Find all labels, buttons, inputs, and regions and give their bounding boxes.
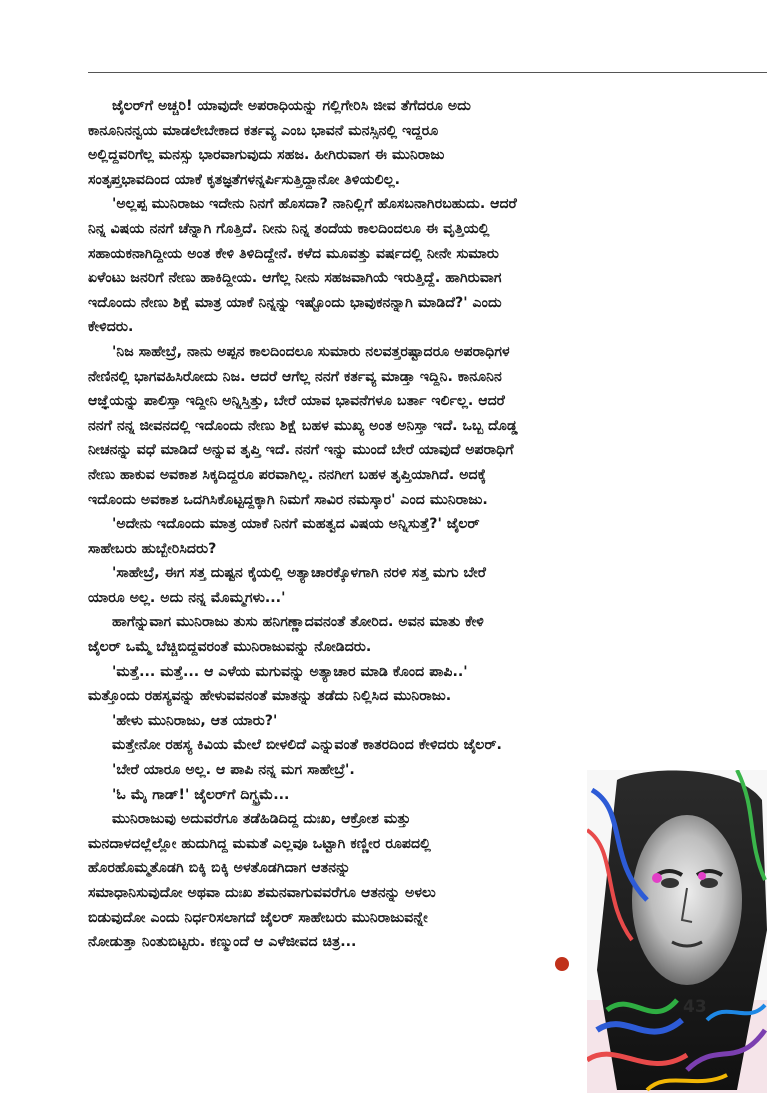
- text-line: ನೇಣಿನಲ್ಲಿ ಭಾಗವಹಿಸಿರೋದು ನಿಜ. ಆದರೆ ಆಗೆಲ್ಲ ನನಗೆ ಕರ್ತವ್ಯ ಮಾಡ್ತಾ ಇದ್ದಿನಿ. ಕಾನೂನಿನ: [88, 368, 502, 385]
- text-line: ನನಗೆ ನನ್ನ ಜೀವನದಲ್ಲಿ ಇದೊಂದು ನೇಣು ಶಿಕ್ಷೆ ಬಹಳ ಮುಖ್ಯ ಅಂತ ಅನಿಸ್ತಾ ಇದೆ. ಒಬ್ಬ ದೊಡ್ಡ: [88, 417, 518, 434]
- text-line: 'ಓ ಮೈ ಗಾಡ್!' ಜೈಲರ್‌ಗೆ ದಿಗ್ಭ್ರಮೆ...: [112, 786, 290, 803]
- text-line: ಮನದಾಳದಲ್ಲೆಲ್ಲೋ ಹುದುಗಿದ್ದ ಮಮತೆ ಎಲ್ಲವೂ ಒಟ್ಟಾಗಿ ಕಣ್ಣೀರ ರೂಪದಲ್ಲಿ: [88, 835, 431, 852]
- text-line: 'ನಿಜ ಸಾಹೇಬ್ರೆ, ನಾನು ಅಪ್ಪನ ಕಾಲದಿಂದಲೂ ಸುಮಾರು ನಲವತ್ತರಷ್ಟಾದರೂ ಅಪರಾಧಿಗಳ: [112, 343, 510, 360]
- text-line: ಮತ್ತೇನೋ ರಹಸ್ಯ ಕಿವಿಯ ಮೇಲೆ ಬೀಳಲಿದೆ ಎನ್ನುವಂತೆ ಕಾತರದಿಂದ ಕೇಳಿದರು ಜೈಲರ್.: [112, 737, 502, 754]
- face-portrait-illustration: [587, 770, 767, 1093]
- text-line: ಮತ್ತೊಂದು ರಹಸ್ಯವನ್ನು ಹೇಳುವವನಂತೆ ಮಾತನ್ನು ತಡೆದು ನಿಲ್ಲಿಸಿದ ಮುನಿರಾಜು.: [88, 688, 452, 705]
- text-line: ಹಾಗೆನ್ನುವಾಗ ಮುನಿರಾಜು ತುಸು ಹನಿಗಣ್ಣಾದವನಂತೆ ತೋರಿದ. ಅವನ ಮಾತು ಕೇಳಿ: [112, 614, 484, 631]
- text-line: ಯಾರೂ ಅಲ್ಲ. ಅದು ನನ್ನ ಮೊಮ್ಮಗಳು...': [88, 589, 286, 606]
- text-line: 'ಬೇರೆ ಯಾರೂ ಅಲ್ಲ. ಆ ಪಾಪಿ ನನ್ನ ಮಗ ಸಾಹೇಬ್ರೆ'.: [112, 762, 355, 779]
- text-line: ನಿನ್ನ ವಿಷಯ ನನಗೆ ಚೆನ್ನಾಗಿ ಗೊತ್ತಿದೆ. ನೀನು ನಿನ್ನ ತಂದೆಯ ಕಾಲದಿಂದಲೂ ಈ ವೃತ್ತಿಯಲ್ಲಿ: [88, 220, 490, 237]
- text-line: ಸಂತೃಪ್ತಭಾವದಿಂದ ಯಾಕೆ ಕೃತಜ್ಞತೆಗಳನ್ನರ್ಪಿಸುತ್ತಿದ್ದಾನೋ ತಿಳಿಯಲಿಲ್ಲ.: [88, 171, 400, 188]
- decorative-dot: [555, 957, 569, 971]
- header-rule: [88, 72, 767, 73]
- text-line: ನೇಣು ಹಾಕುವ ಅವಕಾಶ ಸಿಕ್ಕದಿದ್ದರೂ ಪರವಾಗಿಲ್ಲ. ನನಗೀಗ ಬಹಳ ತೃಪ್ತಿಯಾಗಿದೆ. ಅದಕ್ಕೆ: [88, 466, 487, 483]
- text-line: ಕಾನೂನಿನನ್ವಯ ಮಾಡಲೇಬೇಕಾದ ಕರ್ತವ್ಯ ಎಂಬ ಭಾವನೆ ಮನಸ್ಸಿನಲ್ಲಿ ಇದ್ದರೂ: [88, 122, 439, 139]
- text-line: ಮುನಿರಾಜುವು ಅದುವರೆಗೂ ತಡೆಹಿಡಿದಿದ್ದ ದುಃಖ, ಆಕ್ರೋಶ ಮತ್ತು: [112, 811, 411, 828]
- text-line: ನೀಚನನ್ನು ವಧೆ ಮಾಡಿದೆ ಅನ್ನುವ ತೃಪ್ತಿ ಇದೆ. ನನಗೆ ಇನ್ನು ಮುಂದೆ ಬೇರೆ ಯಾವುದೆ ಅಪರಾಧಿಗೆ: [88, 442, 514, 459]
- text-line: ಇದೊಂದು ಅವಕಾಶ ಒದಗಿಸಿಕೊಟ್ಟದ್ದಕ್ಕಾಗಿ ನಿಮಗೆ ಸಾವಿರ ನಮಸ್ಕಾರ' ಎಂದ ಮುನಿರಾಜು.: [88, 491, 488, 508]
- text-line: ಆಜ್ಞೆಯನ್ನು ಪಾಲಿಸ್ತಾ ಇದ್ದೀನಿ ಅನ್ನಿಸ್ತಿತ್ತು, ಬೇರೆ ಯಾವ ಭಾವನೆಗಳೂ ಬರ್ತಾ ಇರ್ಲಿಲ್ಲ. ಆದರೆ: [88, 393, 505, 410]
- text-line: ಸಾಹೇಬರು ಹುಬ್ಬೇರಿಸಿದರು?: [88, 540, 217, 557]
- text-line: 'ಹೇಳು ಮುನಿರಾಜು, ಆತ ಯಾರು?': [112, 712, 278, 729]
- text-line: ನೋಡುತ್ತಾ ನಿಂತುಬಿಟ್ಟರು. ಕಣ್ಮುಂದೆ ಆ ಎಳೆಜೀವದ ಚಿತ್ರ...: [88, 934, 357, 951]
- text-line: 'ಅಲ್ಲಪ್ಪ ಮುನಿರಾಜು ಇದೇನು ನಿನಗೆ ಹೊಸದಾ? ನಾನಿಲ್ಲಿಗೆ ಹೊಸಬನಾಗಿರಬಹುದು. ಆದರೆ: [112, 196, 517, 213]
- story-text: [88, 94, 648, 955]
- text-line: 'ಮತ್ತೆ... ಮತ್ತೆ... ಆ ಎಳೆಯ ಮಗುವನ್ನು ಅತ್ಯಾಚಾರ ಮಾಡಿ ಕೊಂದ ಪಾಪಿ..': [112, 663, 468, 680]
- text-line: 'ಸಾಹೇಬ್ರೆ, ಈಗ ಸತ್ತ ದುಷ್ಟನ ಕೈಯಲ್ಲಿ ಅತ್ಯಾಚಾರಕ್ಕೊಳಗಾಗಿ ನರಳಿ ಸತ್ತ ಮಗು ಬೇರೆ: [112, 565, 486, 582]
- page-number: 43: [683, 997, 707, 1017]
- text-line: ಇದೊಂದು ನೇಣು ಶಿಕ್ಷೆ ಮಾತ್ರ ಯಾಕೆ ನಿನ್ನನ್ನು ಇಷ್ಟೊಂದು ಭಾವುಕನನ್ನಾಗಿ ಮಾಡಿದೆ?' ಎಂದು: [88, 294, 502, 311]
- text-line: ಜೈಲರ್‌ಗೆ ಅಚ್ಚರಿ! ಯಾವುದೇ ಅಪರಾಧಿಯನ್ನು ಗಲ್ಲಿಗೇರಿಸಿ ಜೀವ ತೆಗೆದರೂ ಅದು: [112, 98, 471, 114]
- text-line: 'ಅದೇನು ಇದೊಂದು ಮಾತ್ರ ಯಾಕೆ ನಿನಗೆ ಮಹತ್ವದ ವಿಷಯ ಅನ್ನಿಸುತ್ತೆ?' ಜೈಲರ್: [112, 516, 480, 533]
- text-line: ಸಹಾಯಕನಾಗಿದ್ದೀಯ ಅಂತ ಕೇಳಿ ತಿಳಿದಿದ್ದೇನೆ. ಕಳೆದ ಮೂವತ್ತು ವರ್ಷದಲ್ಲಿ ನೀನೇ ಸುಮಾರು: [88, 245, 499, 262]
- text-line: ಜೈಲರ್ ಒಮ್ಮೆ ಬೆಚ್ಚಿಬಿದ್ದವರಂತೆ ಮುನಿರಾಜುವನ್ನು ನೋಡಿದರು.: [88, 639, 372, 656]
- text-line: ಬಿಡುವುದೋ ಎಂದು ನಿರ್ಧರಿಸಲಾಗದೆ ಜೈಲರ್ ಸಾಹೇಬರು ಮುನಿರಾಜುವನ್ನೇ: [88, 909, 428, 926]
- text-line: ಹೊರಹೊಮ್ಮತೊಡಗಿ ಬಿಕ್ಕಿ ಬಿಕ್ಕಿ ಅಳತೊಡಗಿದಾಗ ಆತನನ್ನು: [88, 860, 351, 877]
- text-line: ಏಳೆಂಟು ಜನರಿಗೆ ನೇಣು ಹಾಕಿದ್ದೀಯ. ಆಗೆಲ್ಲ ನೀನು ಸಹಜವಾಗಿಯೆ ಇರುತ್ತಿದ್ದೆ. ಹಾಗಿರುವಾಗ: [88, 270, 502, 287]
- text-line: ಅಲ್ಲಿದ್ದವರಿಗೆಲ್ಲ ಮನಸ್ಸು ಭಾರವಾಗುವುದು ಸಹಜ. ಹೀಗಿರುವಾಗ ಈ ಮುನಿರಾಜು: [88, 147, 445, 164]
- text-line: ಸಮಾಧಾನಿಸುವುದೋ ಅಥವಾ ದುಃಖ ಶಮನವಾಗುವವರೆಗೂ ಆತನನ್ನು ಅಳಲು: [88, 885, 436, 901]
- text-line: ಕೇಳಿದರು.: [88, 319, 134, 336]
